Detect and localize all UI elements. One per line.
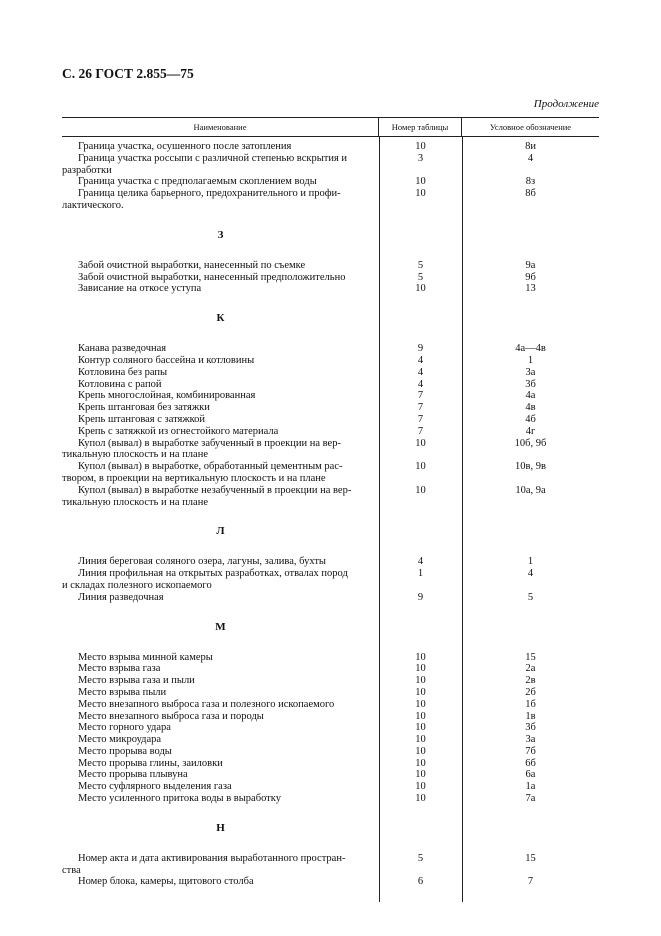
row-name bbox=[62, 402, 379, 414]
row-name-text: Место прорыва глины, заиловки bbox=[78, 757, 223, 769]
row-name-continuation: твором, в проекции на вертикальную плоскость и на плане bbox=[62, 472, 326, 484]
table-row bbox=[62, 568, 599, 592]
row-name bbox=[62, 876, 379, 888]
row-name-text: Место взрыва пыли bbox=[78, 686, 167, 698]
row-name bbox=[62, 711, 379, 723]
row-name-text: Место прорыва воды bbox=[78, 745, 172, 757]
row-table-number: 9 bbox=[417, 343, 424, 355]
table-row bbox=[62, 592, 599, 604]
row-table-number: 10 bbox=[415, 188, 426, 200]
table-row bbox=[62, 176, 599, 188]
row-symbol: 9б bbox=[525, 271, 536, 283]
section-letter: М bbox=[215, 620, 226, 633]
row-symbol: 8б bbox=[525, 188, 536, 200]
row-name-text: Забой очистной выработки, нанесенный по съемке bbox=[78, 259, 306, 271]
row-name-text: Место усиленного притока воды в выработку bbox=[78, 793, 281, 805]
row-name-text: Место внезапного выброса газа и полезного ископаемого bbox=[78, 698, 335, 710]
table-row bbox=[62, 283, 599, 295]
row-table-number: 4 bbox=[417, 366, 424, 378]
row-name bbox=[62, 272, 379, 284]
row-name bbox=[62, 746, 379, 758]
table-row bbox=[62, 746, 599, 758]
table-row bbox=[62, 781, 599, 793]
table-row bbox=[62, 414, 599, 426]
row-name bbox=[62, 355, 379, 367]
table-row bbox=[62, 663, 599, 675]
table-row bbox=[62, 711, 599, 723]
row-name-text: Граница участка с предполагаемым скоплением воды bbox=[78, 176, 317, 188]
row-name bbox=[62, 390, 379, 402]
row-name-text: Купол (вывал) в выработке незабученный в проекции на вер- bbox=[78, 484, 352, 496]
row-name-text: Граница целика барьерного, предохранительного и профи- bbox=[78, 188, 341, 200]
row-table-number: 5 bbox=[417, 259, 424, 271]
section-letter: Н bbox=[216, 821, 225, 834]
row-table-number: 10 bbox=[415, 757, 426, 769]
row-symbol: 13 bbox=[525, 283, 536, 295]
row-name bbox=[62, 781, 379, 793]
table-row bbox=[62, 485, 599, 509]
row-symbol: 4а bbox=[525, 390, 536, 402]
row-name-text: Место микроудара bbox=[78, 734, 162, 746]
row-name-text: Линия береговая соляного озера, лагуны, залива, бухты bbox=[78, 556, 326, 568]
section-letter: Л bbox=[216, 525, 225, 538]
row-name bbox=[62, 260, 379, 272]
row-name-text: Крепь многослойная, комбинированная bbox=[78, 390, 256, 402]
row-symbol: 4 bbox=[527, 568, 534, 580]
row-symbol: 15 bbox=[525, 852, 536, 864]
row-name bbox=[62, 758, 379, 770]
row-name-text: Крепь с затяжкой из огнестойкого материала bbox=[78, 425, 279, 437]
table-row bbox=[62, 675, 599, 687]
row-name-text: Место суфлярного выделения газа bbox=[78, 781, 232, 793]
row-table-number: 10 bbox=[415, 461, 426, 473]
row-symbol: 10а, 9а bbox=[515, 484, 546, 496]
row-symbol: 1в bbox=[525, 710, 536, 722]
row-name bbox=[62, 592, 379, 604]
row-name-continuation: тикальную плоскость и на плане bbox=[62, 449, 208, 461]
table-row bbox=[62, 390, 599, 402]
row-symbol: 8и bbox=[525, 141, 536, 152]
section-letter-row bbox=[62, 805, 599, 853]
table-row bbox=[62, 769, 599, 781]
row-symbol: 1 bbox=[527, 354, 534, 366]
row-name-text: Место горного удара bbox=[78, 722, 171, 734]
table-row bbox=[62, 272, 599, 284]
row-name-text: Место взрыва минной камеры bbox=[78, 651, 213, 663]
section-letter-row bbox=[62, 508, 599, 556]
row-symbol: 2в bbox=[525, 675, 536, 687]
row-symbol: 4в bbox=[525, 402, 536, 414]
row-symbol: 7а bbox=[525, 793, 536, 805]
row-name bbox=[62, 438, 379, 462]
row-table-number: 10 bbox=[415, 710, 426, 722]
row-symbol: 5 bbox=[527, 591, 534, 603]
row-symbol: 4б bbox=[525, 413, 536, 425]
row-name-text: Граница участка россыпи с различной степенью вскрытия и bbox=[78, 152, 348, 164]
row-name bbox=[62, 283, 379, 295]
row-table-number: 4 bbox=[417, 556, 424, 568]
row-name-text: Канава разведочная bbox=[78, 343, 167, 355]
row-name-text: Линия разведочная bbox=[78, 591, 164, 603]
row-table-number: 10 bbox=[415, 484, 426, 496]
row-table-number: 9 bbox=[417, 591, 424, 603]
table-row bbox=[62, 722, 599, 734]
row-symbol: 1б bbox=[525, 698, 536, 710]
row-table-number: 10 bbox=[415, 176, 426, 188]
row-table-number: 4 bbox=[417, 378, 424, 390]
row-symbol: 10б, 9б bbox=[514, 437, 547, 449]
table-row bbox=[62, 402, 599, 414]
row-symbol: 7б bbox=[525, 745, 536, 757]
row-table-number: 10 bbox=[415, 141, 426, 152]
table-row bbox=[62, 461, 599, 485]
column-header-table-no: Номер таблицы bbox=[379, 118, 462, 136]
row-name-text: Место взрыва газа bbox=[78, 663, 161, 675]
row-table-number: 3 bbox=[417, 152, 424, 164]
row-name-text: Место взрыва газа и пыли bbox=[78, 675, 195, 687]
row-symbol: 3а bbox=[525, 366, 536, 378]
row-name bbox=[62, 485, 379, 509]
row-name-text: Купол (вывал) в выработке забученный в проекции на вер- bbox=[78, 437, 341, 449]
table-row bbox=[62, 687, 599, 699]
row-name-text: Контур соляного бассейна и котловины bbox=[78, 354, 255, 366]
row-table-number: 1 bbox=[417, 568, 424, 580]
row-symbol: 2б bbox=[525, 686, 536, 698]
table-header bbox=[62, 117, 599, 137]
row-name bbox=[62, 734, 379, 746]
row-name bbox=[62, 461, 379, 485]
row-name bbox=[62, 153, 379, 177]
row-table-number: 10 bbox=[415, 734, 426, 746]
row-table-number: 4 bbox=[417, 354, 424, 366]
table-row bbox=[62, 188, 599, 212]
table-row bbox=[62, 355, 599, 367]
row-table-number: 10 bbox=[415, 698, 426, 710]
row-name-text: Место прорыва плывуна bbox=[78, 769, 188, 781]
table-row bbox=[62, 734, 599, 746]
row-symbol: 3а bbox=[525, 734, 536, 746]
row-name-text: Котловина без рапы bbox=[78, 366, 168, 378]
row-name bbox=[62, 426, 379, 438]
row-name-text: Место внезапного выброса газа и породы bbox=[78, 710, 264, 722]
table-row bbox=[62, 876, 599, 888]
row-name-text: Крепь штанговая без затяжки bbox=[78, 402, 210, 414]
row-symbol: 9а bbox=[525, 259, 536, 271]
row-name bbox=[62, 769, 379, 781]
row-table-number: 7 bbox=[417, 402, 424, 414]
row-name bbox=[62, 675, 379, 687]
row-name-continuation: разработки bbox=[62, 164, 112, 176]
row-table-number: 7 bbox=[417, 390, 424, 402]
row-name bbox=[62, 367, 379, 379]
row-table-number: 5 bbox=[417, 852, 424, 864]
row-name-continuation: тикальную плоскость и на плане bbox=[62, 496, 208, 508]
row-table-number: 10 bbox=[415, 651, 426, 663]
row-name bbox=[62, 722, 379, 734]
row-table-number: 10 bbox=[415, 675, 426, 687]
column-divider bbox=[379, 137, 380, 902]
row-name-text: Линия профильная на открытых разработках, отвалах пород bbox=[78, 568, 348, 580]
table-row bbox=[62, 141, 599, 153]
row-table-number: 10 bbox=[415, 722, 426, 734]
table-row bbox=[62, 438, 599, 462]
table-row bbox=[62, 556, 599, 568]
table-row bbox=[62, 758, 599, 770]
row-table-number: 6 bbox=[417, 876, 424, 888]
row-name-text: Номер блока, камеры, щитового столба bbox=[78, 876, 254, 888]
row-name bbox=[62, 414, 379, 426]
section-letter: З bbox=[217, 228, 224, 241]
row-symbol: 8з bbox=[525, 176, 536, 188]
row-table-number: 10 bbox=[415, 437, 426, 449]
row-table-number: 10 bbox=[415, 283, 426, 295]
symbols-table bbox=[62, 117, 599, 902]
row-table-number: 7 bbox=[417, 425, 424, 437]
row-name bbox=[62, 556, 379, 568]
row-symbol: 10в, 9в bbox=[515, 461, 546, 473]
row-table-number: 10 bbox=[415, 793, 426, 805]
row-name bbox=[62, 793, 379, 805]
row-table-number: 5 bbox=[417, 271, 424, 283]
row-name-continuation: ства bbox=[62, 864, 81, 876]
row-name bbox=[62, 687, 379, 699]
row-name bbox=[62, 176, 379, 188]
table-row bbox=[62, 652, 599, 664]
table-row bbox=[62, 343, 599, 355]
row-symbol: 7 bbox=[527, 876, 534, 888]
row-name-text: Зависание на откосе уступа bbox=[78, 283, 202, 295]
row-symbol: 2а bbox=[525, 663, 536, 675]
table-row bbox=[62, 793, 599, 805]
row-name-text: Забой очистной выработки, нанесенный предположительно bbox=[78, 271, 346, 283]
row-name bbox=[62, 699, 379, 711]
row-symbol: 6а bbox=[525, 769, 536, 781]
row-name bbox=[62, 568, 379, 592]
row-symbol: 4а—4в bbox=[515, 343, 546, 355]
row-name bbox=[62, 343, 379, 355]
row-name bbox=[62, 663, 379, 675]
row-name bbox=[62, 652, 379, 664]
column-header-symbol: Условное обозначение bbox=[489, 122, 572, 132]
row-table-number: 10 bbox=[415, 769, 426, 781]
table-body bbox=[62, 137, 599, 902]
row-symbol: 3б bbox=[525, 378, 536, 390]
row-table-number: 10 bbox=[415, 686, 426, 698]
section-letter-row bbox=[62, 604, 599, 652]
row-name-text: Номер акта и дата активирования выработанного простран- bbox=[78, 852, 346, 864]
table-row bbox=[62, 853, 599, 877]
row-name-text: Граница участка, осушенного после затопления bbox=[78, 141, 292, 152]
row-symbol: 3б bbox=[525, 722, 536, 734]
table-row bbox=[62, 379, 599, 391]
row-symbol: 15 bbox=[525, 651, 536, 663]
column-divider bbox=[462, 137, 463, 902]
table-row bbox=[62, 367, 599, 379]
table-row bbox=[62, 426, 599, 438]
row-table-number: 10 bbox=[415, 781, 426, 793]
page-header: С. 26 ГОСТ 2.855—75 bbox=[62, 66, 194, 81]
row-symbol: 1 bbox=[527, 556, 534, 568]
section-letter-row bbox=[62, 295, 599, 343]
section-letter: К bbox=[216, 312, 225, 325]
table-row bbox=[62, 699, 599, 711]
row-name-text: Котловина с рапой bbox=[78, 378, 162, 390]
row-name-continuation: и складах полезного ископаемого bbox=[62, 579, 212, 591]
row-symbol: 4г bbox=[525, 425, 536, 437]
row-name bbox=[62, 379, 379, 391]
continuation-label: Продолжение bbox=[533, 98, 599, 110]
row-table-number: 7 bbox=[417, 413, 424, 425]
row-name-text: Купол (вывал) в выработке, обработанный цементным рас- bbox=[78, 461, 343, 473]
table-row bbox=[62, 260, 599, 272]
row-table-number: 10 bbox=[415, 745, 426, 757]
row-symbol: 1а bbox=[525, 781, 536, 793]
table-row bbox=[62, 153, 599, 177]
row-name-continuation: лактического. bbox=[62, 199, 124, 211]
row-name bbox=[62, 141, 379, 153]
section-letter-row bbox=[62, 212, 599, 260]
row-name bbox=[62, 853, 379, 877]
row-table-number: 10 bbox=[415, 663, 426, 675]
column-header-name: Наименование bbox=[62, 118, 379, 136]
row-name bbox=[62, 188, 379, 212]
row-name-text: Крепь штанговая с затяжкой bbox=[78, 413, 206, 425]
row-symbol: 4 bbox=[527, 152, 534, 164]
row-symbol: 6б bbox=[525, 757, 536, 769]
